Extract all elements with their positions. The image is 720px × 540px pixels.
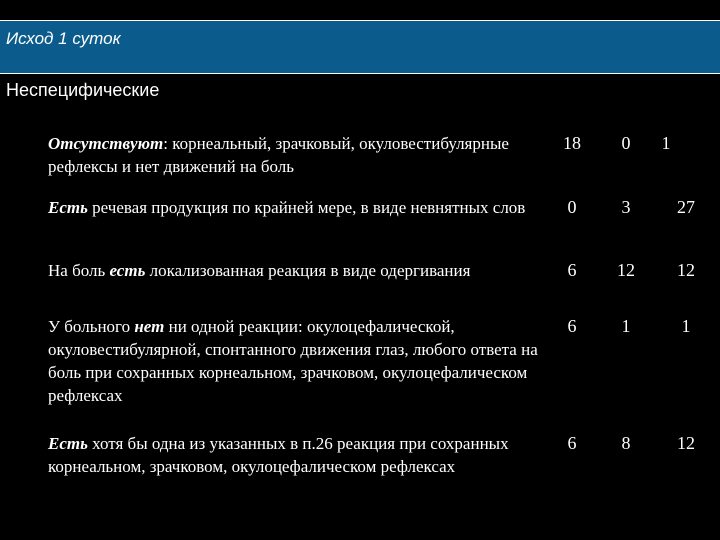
value-cell: 1: [621, 316, 631, 336]
slide-title: Исход 1 суток: [6, 29, 121, 48]
value-cell: 8: [621, 433, 631, 453]
row-description: [48, 315, 548, 407]
section-subtitle: Неспецифические: [6, 80, 160, 100]
value-cell: 1: [661, 133, 671, 153]
value-cell: 12: [617, 260, 635, 280]
row-text: У больного: [48, 317, 135, 336]
value-cell: 0: [567, 197, 577, 217]
value-cell: 6: [567, 433, 577, 453]
value-cell: 1: [681, 316, 691, 336]
row-description: [48, 432, 548, 478]
row-description: [48, 259, 548, 282]
value-cell: 0: [621, 133, 631, 153]
row-emphasis: Есть: [48, 434, 88, 453]
row-text: ни одной реакции: окулоцефалической, окуловестибулярной, спонтанного движения глаз, любого ответа на боль при сохранных корнеальном, зрачковом, окулоцефалическом рефлексах: [48, 317, 538, 405]
value-cell: 6: [567, 260, 577, 280]
row-emphasis: есть: [109, 261, 146, 280]
row-text: локализованная реакция в виде одергивания: [145, 261, 471, 280]
row-emphasis: нет: [134, 317, 165, 336]
row-text: На боль: [48, 261, 110, 280]
row-text: хотя бы одна из указанных в п.26 реакция при сохранных корнеальном, зрачковом, окулоцефалическом рефлексах: [48, 434, 509, 476]
row-text: : корнеальный, зрачковый, окуловестибулярные рефлексы и нет движений на боль: [48, 134, 509, 176]
value-cell: 3: [621, 197, 631, 217]
value-cell: 12: [677, 433, 695, 453]
value-cell: 27: [677, 197, 695, 217]
row-description: [48, 132, 548, 178]
row-description: [48, 196, 548, 219]
value-cell: 18: [563, 133, 581, 153]
header-band: [0, 20, 720, 74]
row-emphasis: Отсутствуют: [48, 134, 164, 153]
value-cell: 6: [567, 316, 577, 336]
row-emphasis: Есть: [48, 198, 88, 217]
row-text: речевая продукция по крайней мере, в виде невнятных слов: [87, 198, 526, 217]
value-cell: 12: [677, 260, 695, 280]
